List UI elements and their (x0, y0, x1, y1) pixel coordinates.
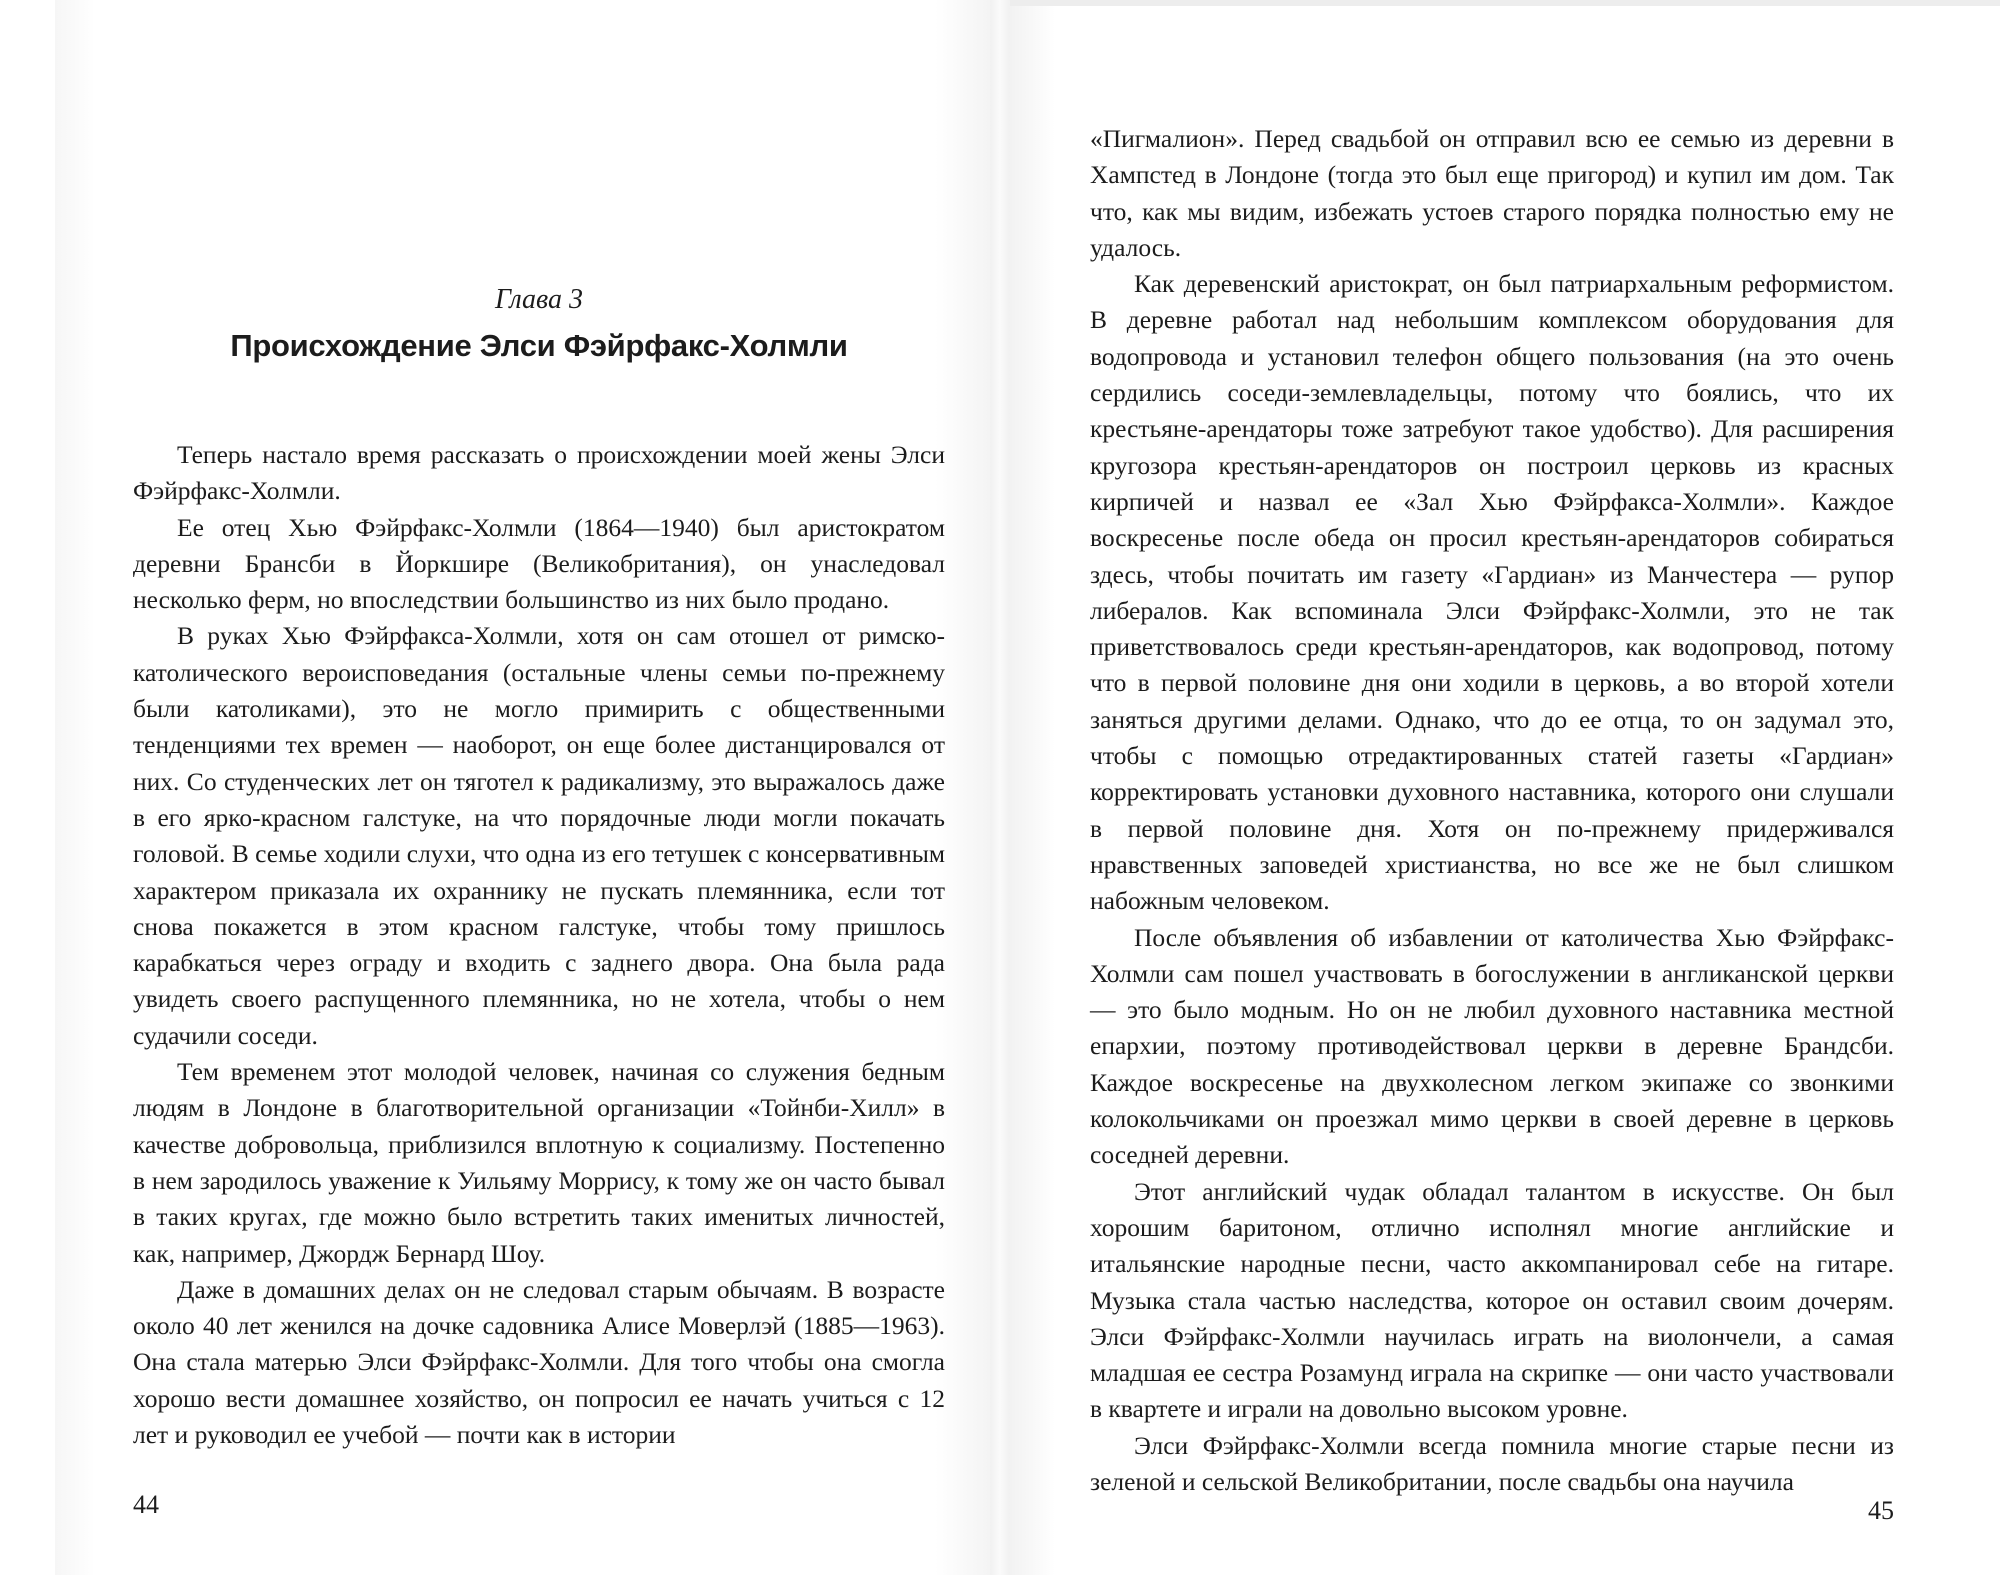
paragraph: Как деревенский аристократ, он был патриархальным реформистом. В деревне работал над небольшим комплексом оборудования для водопровода и установил телефон общего пользования (на это очень сердились соседи-землевладельцы, потому что боялись, что их крестьяне-арендаторы тоже затребуют такое удобство). Для расширения кругозора крестьян-арендаторов он построил церковь из красных кирпичей и назвал ее «Зал Хью Фэйрфакса-Холмли». Каждое воскресенье после обеда он просил крестьян-арендаторов собираться здесь, чтобы почитать им газету «Гардиан» из Манчестера — рупор либералов. Как вспоминала Элси Фэйрфакс-Холмли, это не так приветствовалось среди крестьян-арендаторов, как водопровод, потому что в первой половине дня они ходили в церковь, а во второй хотели заняться другими делами. Однако, что до ее отца, то он задумал это, чтобы с помощью отредактированных статей газеты «Гардиан» корректировать установки духовного наставника, которого они слушали в первой половине дня. Хотя он по-прежнему придерживался нравственных заповедей христианства, но все же не был слишком набожным человеком. (1090, 269, 1894, 916)
paragraph: Этот английский чудак обладал талантом в искусстве. Он был хорошим баритоном, отлично исполнял многие английские и итальянские народные песни, часто аккомпанировал себе на гитаре. Музыка стала частью наследства, которое он оставил своим дочерям. Элси Фэйрфакс-Холмли научилась играть на виолончели, а самая младшая ее сестра Розамунд играла на скрипке — они часто участвовали в квартете и играли на довольно высоком уровне. (1090, 1176, 1894, 1424)
left-page (55, 0, 990, 1575)
paragraph: Теперь настало время рассказать о происхождении моей жены Элси Фэйрфакс-Холмли. (133, 440, 945, 506)
right-page-body (1090, 121, 1894, 1500)
right-page (1010, 0, 2000, 1575)
page-number-left: 44 (133, 1490, 159, 1519)
paragraph: После объявления об избавлении от католичества Хью Фэйрфакс-Холмли сам пошел участвовать в богослужении в англиканской церкви — это было модным. Но он не любил духовного наставника местной епархии, поэтому противодействовал церкви в деревне Брандсби. Каждое воскресенье на двухколесном легком экипаже со звонкими колокольчиками он проезжал мимо церкви в своей деревне в церковь соседней деревни. (1090, 922, 1894, 1170)
paragraph: Даже в домашних делах он не следовал старым обычаям. В возрасте около 40 лет женился на дочке садовника Алисе Моверлэй (1885—1963). Она стала матерью Элси Фэйрфакс-Холмли. Для того чтобы она смогла хорошо вести домашнее хозяйство, он попросил ее начать учиться с 12 лет и руководил ее учебой — почти как в истории (133, 1274, 945, 1450)
left-page-body (133, 437, 945, 1453)
chapter-title: Происхождение Элси Фэйрфакс-Холмли (230, 328, 848, 363)
book-gutter (990, 0, 1010, 1575)
paragraph: Элси Фэйрфакс-Холмли всегда помнила многие старые песни из зеленой и сельской Великобритании, после свадьбы она научила (1090, 1430, 1894, 1496)
continued-paragraph: «Пигмалион». Перед свадьбой он отправил всю ее семью из деревни в Хампстед в Лондоне (тогда это был еще пригород) и купил им дом. Так что, как мы видим, избежать устоев старого порядка полностью ему не удалось. (1090, 124, 1894, 262)
paragraph: Тем временем этот молодой человек, начиная со служения бедным людям в Лондоне в благотворительной организации «Тойнби-Хилл» в качестве добровольца, приблизился вплотную к социализму. Постепенно в нем зародилось уважение к Уильяму Моррису, к тому же он часто бывал в таких кругах, где можно было встретить таких именитых личностей, как, например, Джордж Бернард Шоу. (133, 1057, 945, 1268)
paragraph: Ее отец Хью Фэйрфакс-Холмли (1864—1940) был аристократом деревни Брансби в Йоркшире (Великобритания), он унаследовал несколько ферм, но впоследствии большинство из них было продано. (133, 512, 945, 615)
page-number-right: 45 (1868, 1496, 1894, 1525)
chapter-label: Глава 3 (495, 284, 583, 315)
paragraph: В руках Хью Фэйрфакса-Холмли, хотя он сам отошел от римско-католического вероисповедания (остальные члены семьи по-прежнему были католиками), это не могло примирить с общественными тенденциями тех времен — наоборот, он еще более дистанцировался от них. Со студенческих лет он тяготел к радикализму, это выражалось даже в его ярко-красном галстуке, на что порядочные люди могли покачать головой. В семье ходили слухи, что одна из его тетушек с консервативным характером приказала их охраннику не пускать племянника, если тот снова покажется в этом красном галстуке, чтобы тому пришлось карабкаться через ограду и входить с заднего двора. Она была рада увидеть своего распущенного племянника, но не хотела, чтобы о нем судачили соседи. (133, 621, 945, 1050)
